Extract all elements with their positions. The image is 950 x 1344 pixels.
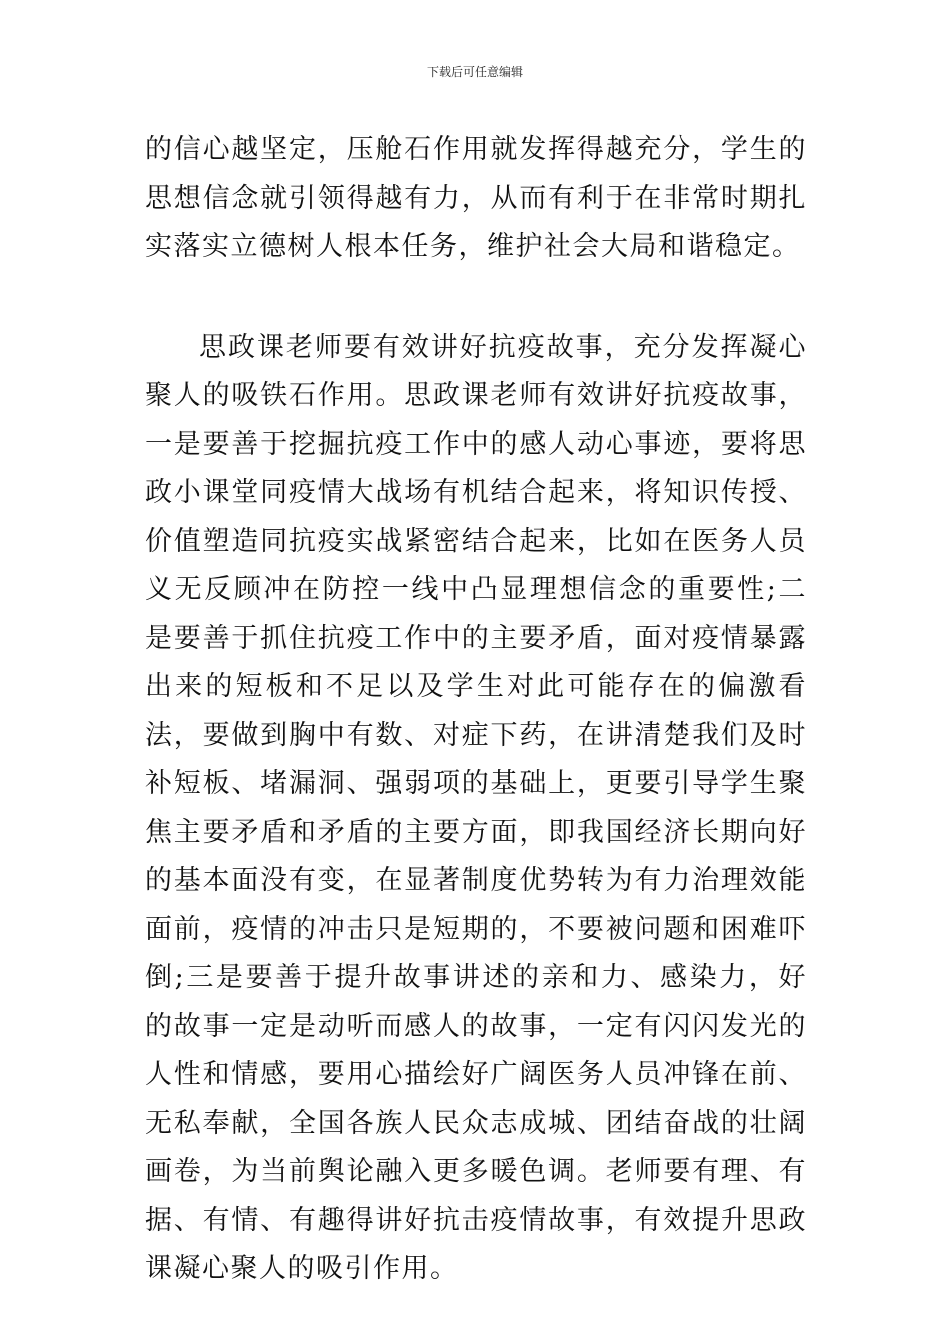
document-body	[145, 126, 807, 1294]
page-header-note: 下载后可任意编辑	[426, 65, 523, 79]
paragraph-storytelling: 思政课老师要有效讲好抗疫故事，充分发挥凝心聚人的吸铁石作用。思政课老师有效讲好抗疫故事，一是要善于挖掘抗疫工作中的感人动心事迹，要将思政小课堂同疫情大战场有机结合起来，将知识传授、价值塑造同抗疫实战紧密结合起来，比如在医务人员义无反顾冲在防控一线中凸显理想信念的重要性;二是要善于抓住抗疫工作中的主要矛盾，面对疫情暴露出来的短板和不足以及学生对此可能存在的偏激看法，要做到胸中有数、对症下药，在讲清楚我们及时补短板、堵漏洞、强弱项的基础上，更要引导学生聚焦主要矛盾和矛盾的主要方面，即我国经济长期向好的基本面没有变，在显著制度优势转为有力治理效能面前，疫情的冲击只是短期的，不要被问题和困难吓倒;三是要善于提升故事讲述的亲和力、感染力，好的故事一定是动听而感人的故事，一定有闪闪发光的人性和情感，要用心描绘好广阔医务人员冲锋在前、无私奉献，全国各族人民众志成城、团结奋战的壮阔画卷，为当前舆论融入更多暖色调。老师要有理、有据、有情、有趣得讲好抗击疫情故事，有效提升思政课凝心聚人的吸引作用。	[145, 331, 807, 1284]
paragraph-continued: 的信心越坚定，压舱石作用就发挥得越充分，学生的思想信念就引领得越有力，从而有利于在非常时期扎实落实立德树人根本任务，维护社会大局和谐稳定。	[145, 134, 807, 262]
